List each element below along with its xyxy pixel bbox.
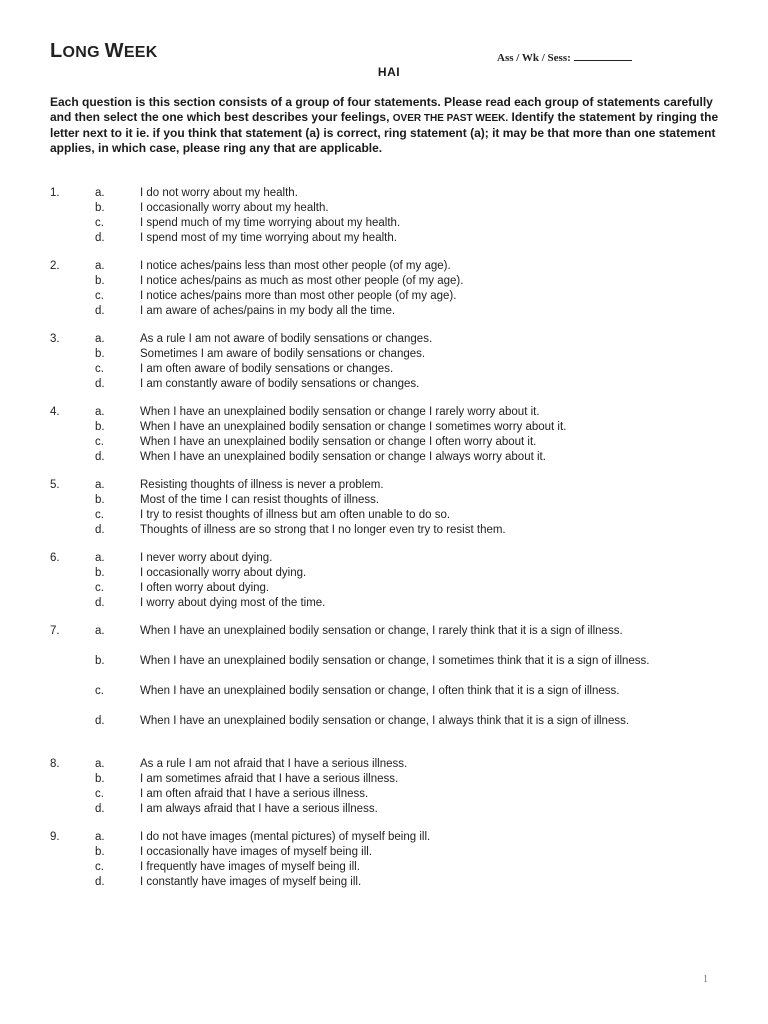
option-text: I worry about dying most of the time. — [140, 597, 326, 609]
question-number: 3. — [50, 333, 60, 345]
question-number: 5. — [50, 479, 60, 491]
option-letter[interactable]: d. — [95, 305, 105, 317]
question-option — [0, 186, 768, 201]
question-option — [0, 624, 768, 654]
session-blank-line[interactable] — [574, 50, 632, 61]
option-letter[interactable]: d. — [95, 451, 105, 463]
option-text: When I have an unexplained bodily sensation or change I rarely worry about it. — [140, 406, 540, 418]
option-text: As a rule I am not afraid that I have a serious illness. — [140, 758, 408, 770]
question-4 — [0, 405, 768, 465]
question-number: 1. — [50, 187, 60, 199]
option-text: When I have an unexplained bodily sensation or change I often worry about it. — [140, 436, 537, 448]
option-letter[interactable]: a. — [95, 831, 105, 843]
question-option — [0, 493, 768, 508]
question-7 — [0, 624, 768, 744]
option-letter[interactable]: c. — [95, 217, 104, 229]
option-letter[interactable]: a. — [95, 260, 105, 272]
option-letter[interactable]: a. — [95, 625, 105, 637]
option-letter[interactable]: b. — [95, 773, 105, 785]
question-list — [0, 186, 768, 903]
question-option — [0, 362, 768, 377]
question-option — [0, 860, 768, 875]
question-option — [0, 201, 768, 216]
option-text: I am always afraid that I have a serious illness. — [140, 803, 378, 815]
instructions-rest: Identify the statement by ringing the letter next to it ie. if you think that statement (a) is correct, ring statement (a); it may be that more than one statement applies, in which case, please ring any that are applicable. — [50, 110, 719, 155]
option-text: I am sometimes afraid that I have a serious illness. — [140, 773, 399, 785]
option-letter[interactable]: a. — [95, 552, 105, 564]
option-letter[interactable]: c. — [95, 788, 104, 800]
option-text: When I have an unexplained bodily sensation or change, I often think that it is a sign of illness. — [140, 685, 620, 697]
question-option — [0, 304, 768, 319]
question-option — [0, 405, 768, 420]
option-letter[interactable]: a. — [95, 479, 105, 491]
question-option — [0, 830, 768, 845]
option-text: I frequently have images of myself being ill. — [140, 861, 360, 873]
option-text: I notice aches/pains less than most other people (of my age). — [140, 260, 451, 272]
option-letter[interactable]: c. — [95, 363, 104, 375]
option-letter[interactable]: a. — [95, 333, 105, 345]
option-letter[interactable]: d. — [95, 597, 105, 609]
option-text: I try to resist thoughts of illness but am often unable to do so. — [140, 509, 451, 521]
option-text: I never worry about dying. — [140, 552, 273, 564]
option-letter[interactable]: d. — [95, 803, 105, 815]
option-text: I occasionally worry about my health. — [140, 202, 329, 214]
option-text: Sometimes I am aware of bodily sensations or changes. — [140, 348, 426, 360]
page-number: 1 — [703, 974, 708, 985]
option-letter[interactable]: c. — [95, 685, 104, 697]
option-text: I constantly have images of myself being ill. — [140, 876, 362, 888]
session-field — [497, 50, 632, 64]
option-text: I occasionally have images of myself being ill. — [140, 846, 373, 858]
option-letter[interactable]: b. — [95, 494, 105, 506]
option-text: I do not worry about my health. — [140, 187, 298, 199]
option-text: I am aware of aches/pains in my body all the time. — [140, 305, 396, 317]
instructions-emphasis: OVER THE PAST WEEK. — [392, 113, 509, 124]
question-option — [0, 566, 768, 581]
option-text: I often worry about dying. — [140, 582, 270, 594]
option-text: When I have an unexplained bodily sensation or change, I sometimes think that it is a sign of illness. — [140, 655, 650, 667]
option-letter[interactable]: b. — [95, 567, 105, 579]
question-option — [0, 332, 768, 347]
option-letter[interactable]: c. — [95, 861, 104, 873]
option-letter[interactable]: a. — [95, 406, 105, 418]
option-letter[interactable]: d. — [95, 232, 105, 244]
option-text: Resisting thoughts of illness is never a problem. — [140, 479, 384, 491]
question-option — [0, 289, 768, 304]
option-text: I spend much of my time worrying about my health. — [140, 217, 401, 229]
option-letter[interactable]: c. — [95, 436, 104, 448]
question-option — [0, 508, 768, 523]
option-letter[interactable]: c. — [95, 582, 104, 594]
question-option — [0, 654, 768, 684]
option-text: When I have an unexplained bodily sensation or change, I rarely think that it is a sign of illness. — [140, 625, 623, 637]
option-text: When I have an unexplained bodily sensation or change, I always think that it is a sign of illness. — [140, 715, 630, 727]
option-text: I spend most of my time worrying about my health. — [140, 232, 397, 244]
question-option — [0, 435, 768, 450]
question-option — [0, 347, 768, 362]
option-letter[interactable]: c. — [95, 290, 104, 302]
question-option — [0, 714, 768, 744]
instructions-main: Each question is this section consists of a group of four statements. Please read each group of statements carefully and then select the one which best describes your feelings, — [50, 95, 713, 124]
question-number: 4. — [50, 406, 60, 418]
question-number: 9. — [50, 831, 60, 843]
instructions-paragraph — [50, 95, 720, 156]
question-option — [0, 216, 768, 231]
option-text: I occasionally worry about dying. — [140, 567, 307, 579]
option-text: I do not have images (mental pictures) of myself being ill. — [140, 831, 431, 843]
option-text: Thoughts of illness are so strong that I no longer even try to resist them. — [140, 524, 506, 536]
question-option — [0, 420, 768, 435]
option-letter[interactable]: a. — [95, 187, 105, 199]
option-text: Most of the time I can resist thoughts of illness. — [140, 494, 380, 506]
option-letter[interactable]: c. — [95, 509, 104, 521]
question-option — [0, 274, 768, 289]
question-5 — [0, 478, 768, 538]
question-number: 7. — [50, 625, 60, 637]
question-option — [0, 684, 768, 714]
question-option — [0, 478, 768, 493]
question-3 — [0, 332, 768, 392]
option-letter[interactable]: a. — [95, 758, 105, 770]
question-option — [0, 581, 768, 596]
option-letter[interactable]: b. — [95, 655, 105, 667]
question-option — [0, 551, 768, 566]
question-option — [0, 596, 768, 611]
option-letter[interactable]: b. — [95, 275, 105, 287]
question-option — [0, 231, 768, 246]
question-number: 6. — [50, 552, 60, 564]
option-letter[interactable]: d. — [95, 524, 105, 536]
question-option — [0, 845, 768, 860]
option-text: I notice aches/pains as much as most other people (of my age). — [140, 275, 464, 287]
question-8 — [0, 757, 768, 817]
option-text: I am often afraid that I have a serious illness. — [140, 788, 369, 800]
option-text: I am constantly aware of bodily sensations or changes. — [140, 378, 420, 390]
option-letter[interactable]: b. — [95, 421, 105, 433]
question-option — [0, 757, 768, 772]
option-letter[interactable]: d. — [95, 378, 105, 390]
question-1 — [0, 186, 768, 246]
question-option — [0, 875, 768, 890]
question-option — [0, 377, 768, 392]
question-option — [0, 259, 768, 274]
question-option — [0, 772, 768, 787]
option-text: I notice aches/pains more than most other people (of my age). — [140, 290, 457, 302]
option-letter[interactable]: b. — [95, 202, 105, 214]
session-label: Ass / Wk / Sess: — [497, 52, 571, 64]
question-option — [0, 802, 768, 817]
question-option — [0, 787, 768, 802]
option-letter[interactable]: b. — [95, 348, 105, 360]
question-2 — [0, 259, 768, 319]
option-text: I am often aware of bodily sensations or changes. — [140, 363, 394, 375]
option-text: When I have an unexplained bodily sensation or change I always worry about it. — [140, 451, 546, 463]
section-subtitle: HAI — [377, 65, 401, 79]
option-letter[interactable]: d. — [95, 715, 105, 727]
question-option — [0, 523, 768, 538]
option-text: When I have an unexplained bodily sensation or change I sometimes worry about it. — [140, 421, 567, 433]
question-9 — [0, 830, 768, 890]
option-letter[interactable]: d. — [95, 876, 105, 888]
question-6 — [0, 551, 768, 611]
question-option — [0, 450, 768, 465]
option-text: As a rule I am not aware of bodily sensations or changes. — [140, 333, 433, 345]
option-letter[interactable]: b. — [95, 846, 105, 858]
document-title: LONG WEEK — [50, 40, 158, 62]
question-number: 2. — [50, 260, 60, 272]
question-number: 8. — [50, 758, 60, 770]
